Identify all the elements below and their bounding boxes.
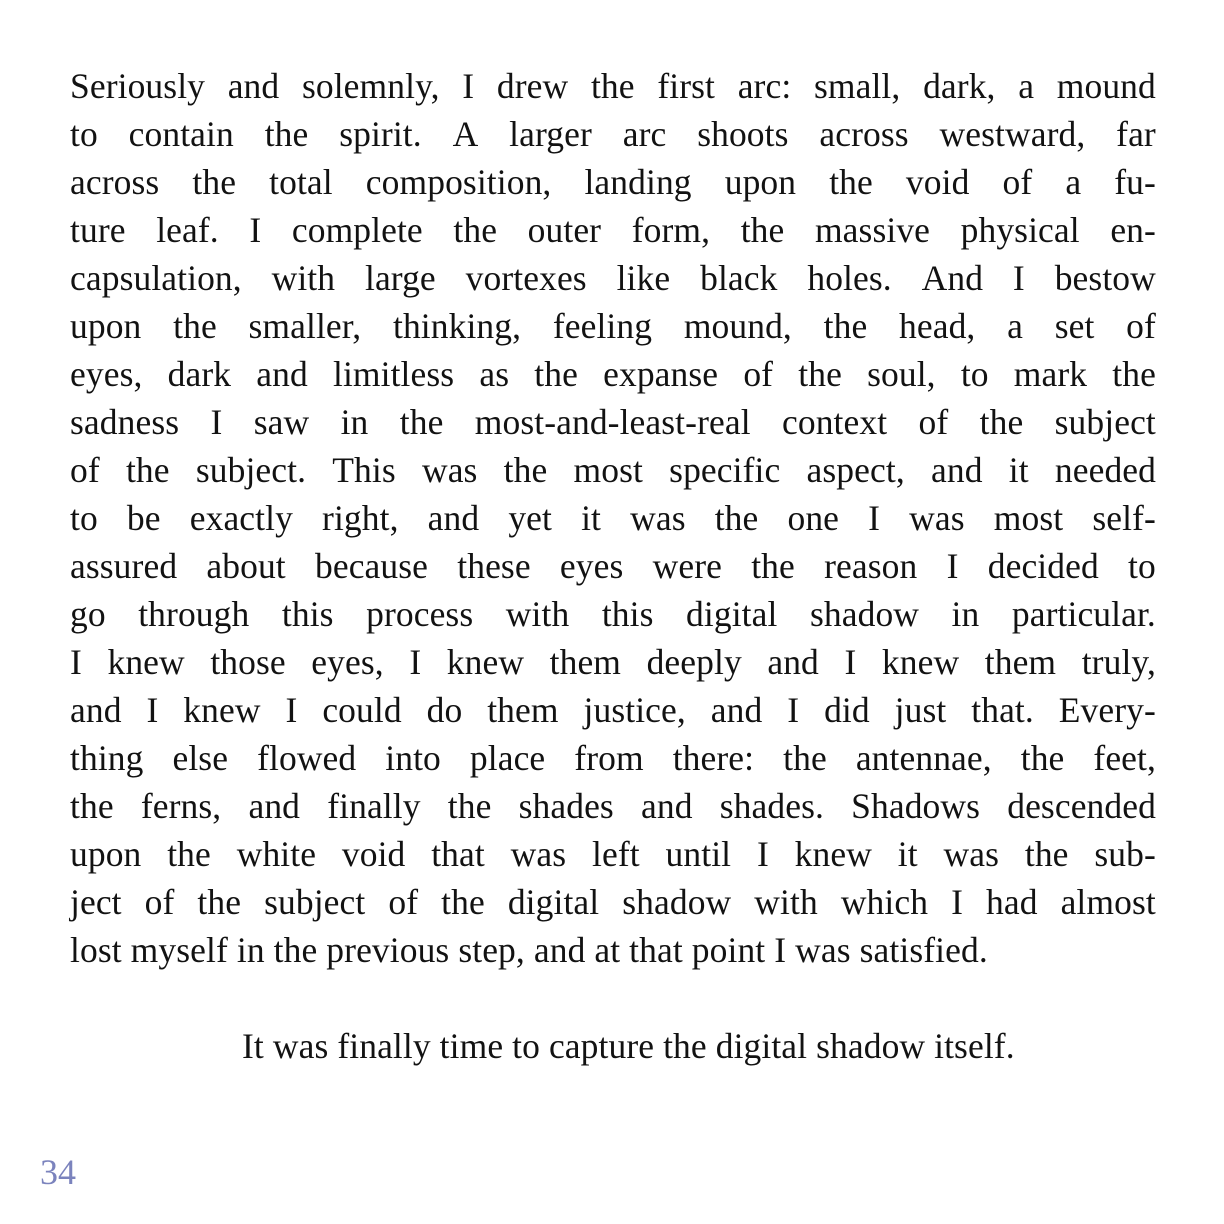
text-word: the: [979, 402, 1024, 442]
text-word: the: [447, 786, 492, 826]
text-word: shades: [518, 786, 614, 826]
text-word: this: [601, 594, 654, 634]
text-word: upon: [724, 162, 797, 202]
text-word: the: [264, 114, 309, 154]
text-word: far: [1116, 114, 1156, 154]
text-word: descended: [1007, 786, 1156, 826]
text-word: I: [951, 882, 963, 922]
text-word: justice,: [583, 690, 686, 730]
text-word: with: [754, 882, 818, 922]
text-word: upon: [70, 834, 142, 874]
text-word: into: [385, 738, 441, 778]
text-word: of: [918, 402, 949, 442]
text-word: I: [868, 498, 881, 538]
body-paragraph-1: [70, 62, 1156, 974]
text-word: I: [146, 690, 159, 730]
text-word: was: [510, 834, 567, 874]
text-word: the: [173, 306, 217, 346]
text-word: of: [388, 882, 419, 922]
text-word: process: [366, 594, 474, 634]
text-word: Every-: [1058, 690, 1156, 730]
text-word: and: [710, 690, 763, 730]
text-word: This: [332, 450, 396, 490]
text-word: a: [1007, 306, 1023, 346]
text-word: a: [1018, 66, 1035, 106]
text-word: form,: [631, 210, 711, 250]
text-word: I: [946, 546, 959, 586]
text-word: do: [426, 690, 463, 730]
text-word: it: [897, 834, 918, 874]
text-word: had: [986, 882, 1038, 922]
text-word: of: [1126, 306, 1156, 346]
text-word: en-: [1110, 210, 1156, 250]
text-word: was: [421, 450, 478, 490]
text-word: shadow: [809, 594, 920, 634]
text-word: the: [823, 306, 868, 346]
text-word: of: [743, 354, 774, 394]
text-line: [70, 878, 1156, 926]
text-word: eyes,: [311, 642, 384, 682]
text-word: ject: [70, 882, 122, 922]
text-word: the: [399, 402, 444, 442]
text-word: in: [951, 594, 980, 634]
text-line: [70, 206, 1156, 254]
text-word: and: [70, 690, 122, 730]
text-word: was: [943, 834, 1000, 874]
text-word: total: [269, 162, 333, 202]
text-word: the: [714, 498, 759, 538]
text-word: complete: [291, 210, 423, 250]
text-word: knew: [446, 642, 525, 682]
text-word: about: [206, 546, 286, 586]
text-word: and: [931, 450, 983, 490]
text-word: self-: [1092, 498, 1156, 538]
text-word: subject: [264, 882, 366, 922]
text-word: the: [1020, 738, 1065, 778]
text-word: eyes: [559, 546, 624, 586]
text-word: bestow: [1054, 258, 1156, 298]
text-word: knew: [183, 690, 261, 730]
text-word: thing: [70, 738, 144, 778]
text-word: drew: [496, 66, 569, 106]
text-word: vortexes: [465, 258, 587, 298]
text-word: I: [285, 690, 298, 730]
text-word: truly,: [1081, 642, 1156, 682]
text-word: was: [909, 498, 965, 538]
text-word: dark: [167, 354, 232, 394]
text-word: feet,: [1093, 738, 1156, 778]
text-word: was: [630, 498, 686, 538]
text-word: the: [167, 834, 211, 874]
text-word: the: [503, 450, 548, 490]
text-word: outer: [527, 210, 602, 250]
text-line: [70, 254, 1156, 302]
text-word: the: [829, 162, 873, 202]
text-word: limitless: [332, 354, 455, 394]
page-number: 34: [40, 1152, 76, 1192]
text-word: set: [1054, 306, 1095, 346]
text-word: knew: [881, 642, 960, 682]
text-word: white: [236, 834, 317, 874]
text-line: [70, 830, 1156, 878]
text-word: it: [581, 498, 602, 538]
text-word: specific: [669, 450, 781, 490]
text-word: them: [487, 690, 559, 730]
text-word: else: [172, 738, 229, 778]
text-word: that.: [971, 690, 1034, 730]
text-word: leaf.: [156, 210, 219, 250]
text-word: finally: [327, 786, 421, 826]
text-word: capsulation,: [70, 258, 242, 298]
text-word: the: [1024, 834, 1069, 874]
text-word: the: [453, 210, 498, 250]
text-word: to: [70, 498, 98, 538]
text-word: aspect,: [806, 450, 905, 490]
text-word: head,: [899, 306, 976, 346]
text-word: holes.: [807, 258, 892, 298]
text-word: landing: [584, 162, 692, 202]
text-word: the: [751, 546, 795, 586]
text-word: a: [1065, 162, 1082, 202]
text-word: soul,: [867, 354, 936, 394]
text-word: void: [341, 834, 406, 874]
text-word: did: [824, 690, 870, 730]
text-word: through: [138, 594, 250, 634]
text-word: black: [700, 258, 778, 298]
text-word: digital: [686, 594, 778, 634]
text-word: the: [70, 786, 114, 826]
text-word: saw: [253, 402, 310, 442]
text-word: particular.: [1011, 594, 1156, 634]
text-word: small,: [813, 66, 901, 106]
text-word: feeling: [552, 306, 653, 346]
text-word: there:: [672, 738, 755, 778]
text-line: [70, 398, 1156, 446]
text-line: [70, 62, 1156, 110]
text-word: across: [819, 114, 909, 154]
text-word: arc:: [737, 66, 792, 106]
text-word: could: [322, 690, 402, 730]
text-word: void: [905, 162, 970, 202]
text-line: [70, 638, 1156, 686]
text-word: and: [641, 786, 693, 826]
text-word: reason: [824, 546, 918, 586]
text-word: them: [984, 642, 1057, 682]
paragraph-spacer: [70, 974, 1156, 1022]
text-word: of: [1002, 162, 1033, 202]
text-word: shoots: [697, 114, 789, 154]
text-word: almost: [1060, 882, 1156, 922]
text-word: digital: [507, 882, 600, 922]
text-word: I: [70, 642, 82, 682]
text-word: I: [409, 642, 422, 682]
text-word: left: [592, 834, 640, 874]
text-word: it: [1008, 450, 1029, 490]
text-word: expanse: [603, 354, 719, 394]
page-text-block: [70, 62, 1156, 1070]
text-word: I: [787, 690, 800, 730]
text-word: the: [590, 66, 635, 106]
text-word: mound: [1056, 66, 1156, 106]
text-line: lost myself in the previous step, and at that point I was satisfied.: [70, 930, 988, 970]
text-word: across: [70, 162, 160, 202]
text-word: most: [993, 498, 1064, 538]
text-word: as: [479, 354, 510, 394]
text-word: upon: [70, 306, 142, 346]
text-word: one: [787, 498, 840, 538]
text-word: A: [452, 114, 479, 154]
text-word: deeply: [646, 642, 742, 682]
text-word: sub-: [1094, 834, 1156, 874]
text-word: to: [1128, 546, 1156, 586]
text-word: this: [281, 594, 334, 634]
text-word: Shadows: [851, 786, 981, 826]
text-word: from: [574, 738, 644, 778]
text-word: And: [921, 258, 984, 298]
text-line: [70, 542, 1156, 590]
text-word: subject: [1054, 402, 1156, 442]
text-word: physical: [960, 210, 1080, 250]
text-word: spirit.: [339, 114, 422, 154]
text-line: [70, 734, 1156, 782]
text-line: [70, 686, 1156, 734]
text-word: just: [894, 690, 947, 730]
text-word: most: [573, 450, 643, 490]
text-word: westward,: [939, 114, 1086, 154]
text-word: I: [462, 66, 475, 106]
text-word: most-and-least-real: [474, 402, 751, 442]
text-word: until: [665, 834, 732, 874]
text-word: the: [798, 354, 842, 394]
text-word: needed: [1054, 450, 1156, 490]
text-word: assured: [70, 546, 178, 586]
text-word: them: [549, 642, 622, 682]
text-word: knew: [107, 642, 185, 682]
text-word: the: [197, 882, 242, 922]
body-paragraph-2: [70, 1022, 1156, 1070]
text-word: fu-: [1114, 162, 1156, 202]
text-word: solemnly,: [301, 66, 440, 106]
text-word: the: [1112, 354, 1156, 394]
text-line: It was finally time to capture the digital shadow itself.: [242, 1026, 1015, 1066]
text-word: to: [70, 114, 98, 154]
text-word: and: [256, 354, 308, 394]
text-word: thinking,: [392, 306, 522, 346]
text-word: I: [844, 642, 857, 682]
text-word: the: [125, 450, 170, 490]
text-word: I: [210, 402, 223, 442]
text-line: [70, 782, 1156, 830]
text-line: [70, 110, 1156, 158]
text-word: decided: [987, 546, 1099, 586]
text-word: and: [248, 786, 301, 826]
text-word: larger: [509, 114, 592, 154]
text-word: those: [210, 642, 286, 682]
text-word: shades.: [719, 786, 824, 826]
text-word: knew: [794, 834, 872, 874]
text-word: Seriously: [70, 66, 206, 106]
text-word: in: [340, 402, 369, 442]
text-word: smaller,: [248, 306, 362, 346]
text-word: large: [364, 258, 436, 298]
text-word: dark,: [923, 66, 996, 106]
text-word: go: [70, 594, 106, 634]
text-word: which: [840, 882, 929, 922]
text-word: I: [1012, 258, 1025, 298]
text-word: ferns,: [140, 786, 222, 826]
text-word: with: [271, 258, 336, 298]
text-word: of: [144, 882, 175, 922]
text-word: the: [740, 210, 785, 250]
text-word: like: [616, 258, 671, 298]
text-word: arc: [622, 114, 667, 154]
text-word: with: [505, 594, 570, 634]
text-line: [70, 158, 1156, 206]
text-line: [70, 590, 1156, 638]
text-word: I: [249, 210, 262, 250]
text-word: of: [70, 450, 100, 490]
text-line: [70, 494, 1156, 542]
text-word: be: [126, 498, 161, 538]
text-word: composition,: [365, 162, 552, 202]
text-word: I: [756, 834, 769, 874]
text-word: these: [457, 546, 531, 586]
text-word: exactly: [189, 498, 293, 538]
text-word: antennae,: [855, 738, 992, 778]
text-word: that: [431, 834, 485, 874]
text-word: eyes,: [70, 354, 143, 394]
text-word: right,: [322, 498, 399, 538]
text-line: [70, 302, 1156, 350]
text-word: yet: [508, 498, 552, 538]
text-word: and: [427, 498, 480, 538]
text-word: first: [657, 66, 715, 106]
text-word: the: [441, 882, 485, 922]
text-word: flowed: [257, 738, 357, 778]
text-word: contain: [128, 114, 234, 154]
text-word: and: [767, 642, 819, 682]
text-word: context: [782, 402, 888, 442]
text-word: the: [534, 354, 578, 394]
text-word: massive: [814, 210, 931, 250]
text-word: mark: [1013, 354, 1088, 394]
text-word: the: [192, 162, 237, 202]
text-line: [70, 350, 1156, 398]
text-word: because: [314, 546, 429, 586]
text-line: [70, 446, 1156, 494]
text-word: sadness: [70, 402, 180, 442]
text-word: ture: [70, 210, 126, 250]
text-word: subject.: [195, 450, 307, 490]
text-word: place: [469, 738, 546, 778]
text-word: and: [227, 66, 280, 106]
text-word: to: [960, 354, 989, 394]
text-word: the: [783, 738, 827, 778]
text-word: mound,: [683, 306, 792, 346]
text-word: shadow: [622, 882, 732, 922]
text-word: were: [652, 546, 722, 586]
